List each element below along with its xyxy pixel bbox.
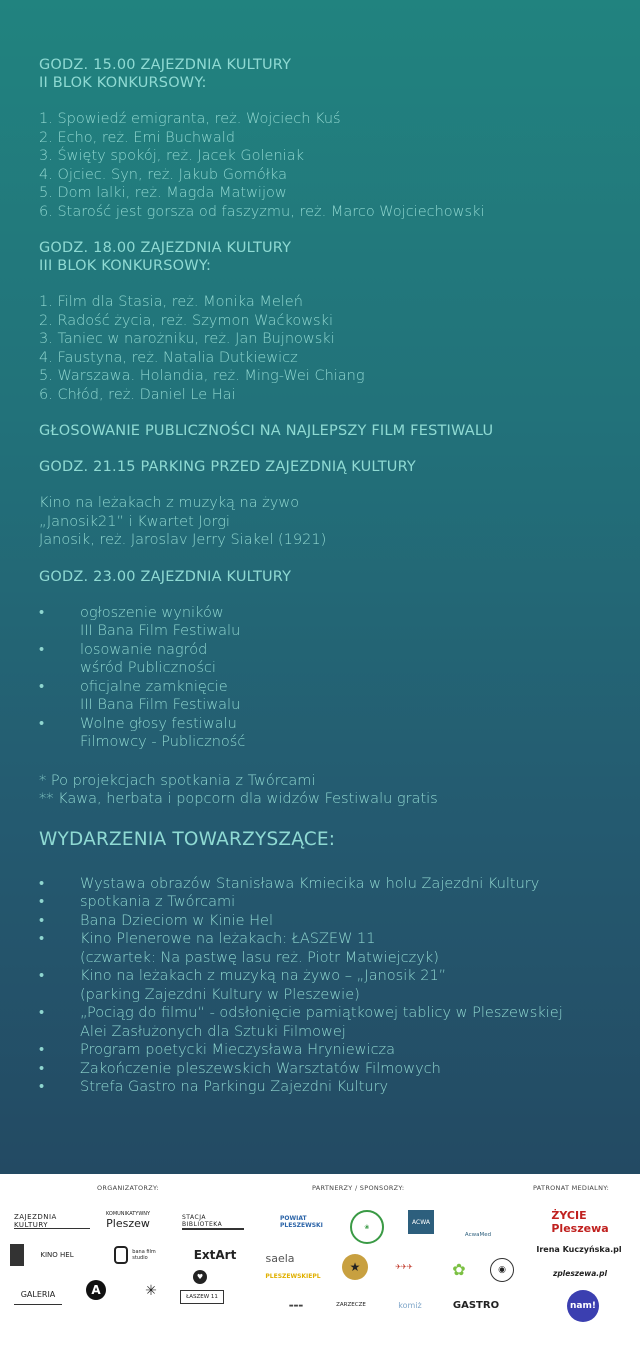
round-sponsor-logo: ◉ [490, 1258, 514, 1282]
list-item: • Kino na leżakach z muzyką na żywo – „Janosik 21” (parking Zajezdni Kultury w Pleszewie) [39, 968, 447, 1003]
film-item: 6. Chłód, reż. Daniel Le Hai [39, 386, 236, 403]
list-item: • oficjalne zamknięcie III Bana Film Festiwalu [39, 678, 241, 713]
red-sponsor-logo: ✈✈✈ [395, 1263, 413, 1271]
note: * Po projekcjach spotkania z Twórcami [39, 772, 316, 789]
events-heading: WYDARZENIA TOWARZYSZĄCE: [39, 828, 336, 850]
film-item: 3. Święty spokój, reż. Jacek Goleniak [39, 148, 304, 164]
bullet: • [39, 1042, 45, 1058]
camera-icon [114, 1246, 128, 1264]
block3-film-list [39, 293, 629, 404]
frog-icon: ✿ [452, 1259, 466, 1279]
film-item: 3. Taniec w narożniku, reż. Jan Bujnowski [39, 331, 335, 347]
film-item: 4. Faustyna, reż. Natalia Dutkiewicz [39, 349, 298, 366]
bullet: • [39, 715, 45, 732]
saela-logo: saela [265, 1251, 295, 1265]
bullet: • [39, 1060, 45, 1077]
film-item: 5. Dom lalki, reż. Magda Matwijow [39, 185, 287, 201]
list-item: • ogłoszenie wyników III Bana Film Festiwalu [39, 604, 241, 639]
list-item: • Zakończenie pleszewskich Warsztatów Filmowych [39, 1060, 441, 1077]
bullet: • [39, 604, 45, 621]
block2-film-list [39, 110, 629, 221]
list-item: • Wolne głosy festiwalu Filmowcy - Publiczność [39, 715, 246, 750]
film-item: 5. Warszawa. Holandia, reż. Ming-Wei Chiang [39, 368, 365, 384]
list-item: • Bana Dzieciom w Kinie Hel [39, 912, 274, 929]
organizers-label: ORGANIZATORZY: [97, 1184, 159, 1192]
zycie-pleszewa-logo: ŻYCIE Pleszewa [551, 1209, 609, 1235]
zajezdnia-logo: ZAJEZDNIA KULTURY [14, 1214, 90, 1229]
bullet: • [39, 968, 45, 984]
bullet: • [39, 1005, 45, 1021]
film-item: 2. Echo, reż. Emi Buchwald [39, 129, 235, 146]
komi-logo: komiż [398, 1300, 422, 1310]
list-item: • Wystawa obrazów Stanisława Kmiecika w holu Zajezdni Kultury [39, 875, 540, 892]
bullet: • [39, 894, 45, 910]
small-text-sponsor: ▬▬▬ [288, 1303, 304, 1309]
acwa-logo: ACWA [408, 1210, 434, 1234]
media-label: PATRONAT MEDIALNY: [533, 1184, 610, 1192]
partners-label: PARTNERZY / SPONSORZY: [312, 1184, 405, 1192]
nam-logo: nam! [567, 1290, 599, 1322]
sponsors-footer [0, 1174, 640, 1358]
final-heading: GODZ. 23.00 ZAJEZDNIA KULTURY [39, 568, 292, 585]
spider-icon: ✳ [145, 1283, 157, 1299]
block3-heading-line2: III BLOK KONKURSOWY: [39, 258, 212, 274]
bullet: • [39, 678, 45, 695]
film-item: 4. Ojciec. Syn, reż. Jakub Gomółka [39, 166, 287, 183]
block3-heading [39, 239, 629, 275]
parking-heading: GODZ. 21.15 PARKING PRZED ZAJEZDNIĄ KULTURY [39, 459, 416, 475]
list-item: • Strefa Gastro na Parkingu Zajezdni Kultury [39, 1079, 389, 1095]
parking-line: Janosik, reż. Jaroslav Jerry Siakel (1921) [39, 532, 327, 548]
list-item: • Program poetycki Mieczysława Hryniewicza [39, 1042, 396, 1058]
bullet: • [39, 875, 45, 892]
parking-line: Kino na leżakach z muzyką na żywo [39, 495, 300, 511]
notes [39, 772, 629, 809]
bullet: • [39, 1079, 45, 1095]
extart-logo: ExtArt [193, 1248, 237, 1262]
acwamed-logo: AcwaMed [464, 1232, 492, 1238]
stacja-biblioteka-logo: STACJA BIBLIOTEKA [182, 1214, 244, 1230]
final-list [39, 604, 629, 752]
kino-hel-logo: KINO HEL [10, 1244, 90, 1266]
bana-film-logo: bana film studio [114, 1246, 162, 1264]
parking-description [39, 494, 629, 550]
block3-heading-line1: GODZ. 18.00 ZAJEZDNIA KULTURY [39, 240, 292, 256]
bullet: • [39, 931, 45, 947]
bullet: • [39, 641, 45, 658]
animacja-logo: A [86, 1280, 106, 1300]
zpleszewa-logo: zpleszewa.pl [552, 1268, 608, 1278]
star-badge-icon: ★ [342, 1254, 368, 1280]
vote-heading: GŁOSOWANIE PUBLICZNOŚCI NA NAJLEPSZY FILM FESTIWALU [39, 423, 494, 439]
leaf-icon: ♥ [193, 1270, 207, 1284]
powiat-logo: POWIAT PLESZEWSKI [280, 1215, 323, 1229]
parking-line: „Janosik21” i Kwartet Jorgi [39, 513, 230, 530]
block2-heading [39, 56, 629, 92]
block2-heading-line1: GODZ. 15.00 ZAJEZDNIA KULTURY [39, 57, 292, 73]
bullet: • [39, 912, 45, 929]
program-content [39, 56, 629, 1097]
list-item: • Kino Plenerowe na leżakach: ŁASZEW 11 (czwartek: Na pastwę lasu reż. Piotr Matwiejczyk) [39, 931, 439, 966]
film-item: 2. Radość życia, reż. Szymon Waćkowski [39, 312, 334, 329]
laszew-logo: ŁASZEW 11 [180, 1290, 224, 1304]
block2-heading-line2: II BLOK KONKURSOWY: [39, 75, 207, 91]
pleszew-logo: KOMUNIKATYWNY Pleszew [105, 1210, 151, 1230]
pleszewpl-logo: PLESZEWSKIEPL [265, 1272, 321, 1280]
events-list [39, 875, 629, 1097]
list-item: • „Pociąg do filmu“ - odsłonięcie pamiątkowej tablicy w Pleszewskiej Alei Zasłużonych dla Sztuki Filmowej [39, 1005, 563, 1040]
list-item: • losowanie nagród wśród Publiczności [39, 641, 216, 676]
gastro-logo: GASTRO [452, 1299, 500, 1311]
galeria-logo: GALERIA [14, 1284, 62, 1305]
list-item: • spotkania z Twórcami [39, 894, 236, 910]
irena-kuczynska-logo: Irena Kuczyńska.pl [536, 1244, 622, 1254]
green-logo: ❀ [350, 1210, 384, 1244]
film-item: 6. Starość jest gorsza od faszyzmu, reż. Marco Wojciechowski [39, 203, 485, 220]
zarzecze-logo: ZARZECZE [336, 1302, 366, 1308]
film-item: 1. Film dla Stasia, reż. Monika Meleń [39, 294, 303, 310]
film-item: 1. Spowiedź emigranta, reż. Wojciech Kuś [39, 111, 341, 127]
note: ** Kawa, herbata i popcorn dla widzów Festiwalu gratis [39, 791, 438, 807]
